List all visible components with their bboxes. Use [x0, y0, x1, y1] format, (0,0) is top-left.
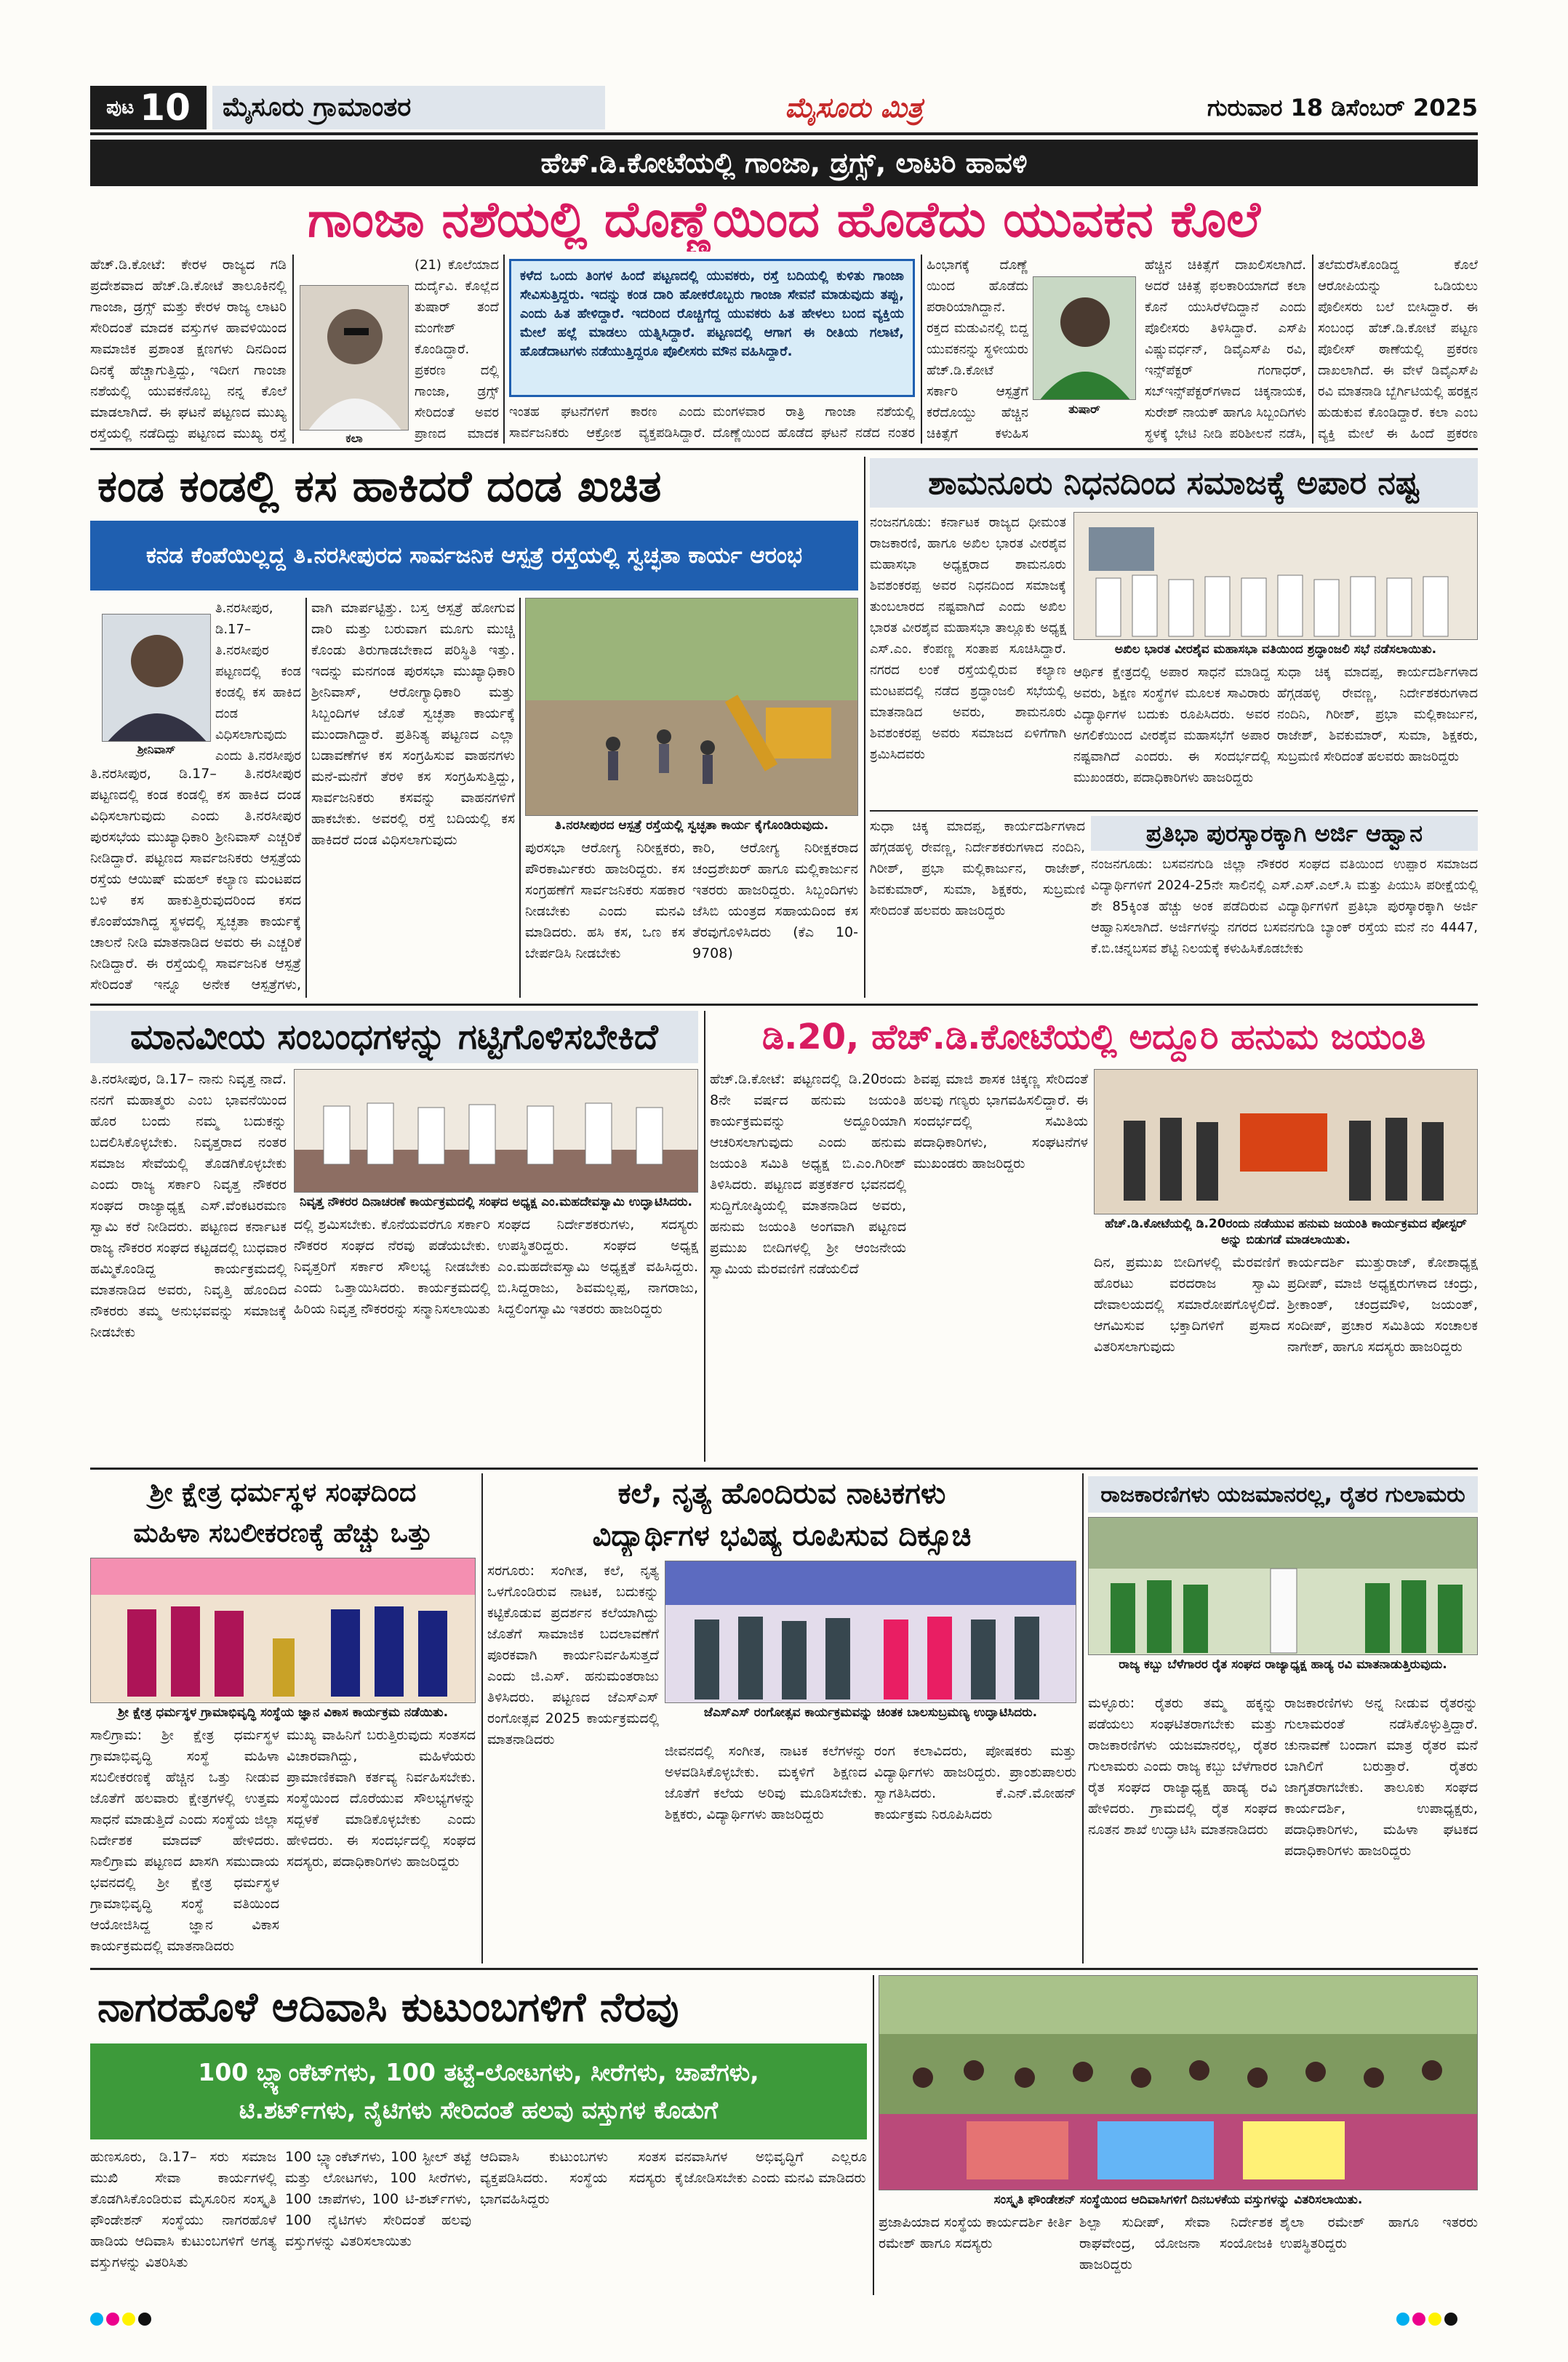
- story5-col3: ದಿನ, ಪ್ರಮುಖ ಬೀದಿಗಳಲ್ಲಿ ಮೆರವಣಿಗೆ ಹೊರಟು ವರದರಾಜ ಸ್ವಾಮಿ ದೇವಾಲಯದಲ್ಲಿ ಸಮಾರೋಪಗೊಳ್ಳಲಿದೆ. ಆಗಮಿಸುವ ಭಕ್ತಾದಿಗಳಿಗೆ ಪ್ರಸಾದ ವಿತರಿಸಲಾಗುವುದು: [1094, 1254, 1280, 1355]
- issue-date: ಗುರುವಾರ 18 ಡಿಸೆಂಬರ್ 2025: [1207, 94, 1478, 121]
- story6-headline-l1: ಶ್ರೀ ಕ್ಷೇತ್ರ ಧರ್ಮಸ್ಥಳ ಸಂಘದಿಂದ: [149, 1478, 417, 1508]
- story6-col1: ಸಾಲಿಗ್ರಾಮ: ಶ್ರೀ ಕ್ಷೇತ್ರ ಧರ್ಮಸ್ಥಳ ಗ್ರಾಮಾಭಿವೃದ್ಧಿ ಸಂಸ್ಥೆ ಮಹಿಳಾ ಸಬಲೀಕರಣಕ್ಕೆ ಹೆಚ್ಚಿನ ಒತ್ತು ನೀಡುವ ಜೊತೆಗೆ ಹಲವಾರು ಕ್ಷೇತ್ರಗಳಲ್ಲಿ ಉತ್ತಮ ಸಾಧನೆ ಮಾಡುತ್ತಿದೆ ಎಂದು ಸಂಸ್ಥೆಯ ಜಿಲ್ಲಾ ನಿರ್ದೇಶಕ ಮಾದವ್ ಹೇಳಿದರು. ಸಾಲಿಗ್ರಾಮ ಪಟ್ಟಣದ ಖಾಸಗಿ ಸಮುದಾಯ ಭವನದಲ್ಲಿ ಶ್ರೀ ಕ್ಷೇತ್ರ ಧರ್ಮಸ್ಥಳ ಗ್ರಾಮಾಭಿವೃದ್ಧಿ ಸಂಸ್ಥೆ ವತಿಯಿಂದ ಆಯೋಜಿಸಿದ್ದ ಜ್ಞಾನ ವಿಕಾಸ ಕಾರ್ಯಕ್ರಮದಲ್ಲಿ ಮಾತನಾಡಿದರು: [90, 1727, 279, 1954]
- page-label: ಪುಟ: [106, 96, 135, 119]
- story4-col1: ತಿ.ನರಸೀಪುರ, ಡಿ.17– ನಾನು ನಿವೃತ್ತ ನಾದೆ. ನನಗೆ ಮಹಾತ್ಮರು ಎಂಬ ಭಾವನೆಯಿಂದ ಹೊರ ಬಂದು ನಮ್ಮ ಬದುಕನ್ನು ಬದಲಿಸಿಕೊಳ್ಳಬೇಕು. ನಿವೃತ್ತರಾದ ನಂತರ ಸಮಾಜ ಸೇವೆಯಲ್ಲಿ ತೊಡಗಿಕೊಳ್ಳಬೇಕು ಎಂದು ರಾಜ್ಯ ಸರ್ಕಾರಿ ನಿವೃತ್ತ ನೌಕರರ ಸಂಘದ ರಾಜ್ಯಾಧ್ಯಕ್ಷ ಎಸ್.ವೆಂಕಟರಮಣ ಸ್ವಾಮಿ ಕರೆ ನೀಡಿದರು. ಪಟ್ಟಣದ ಕರ್ನಾಟಕ ರಾಜ್ಯ ನೌಕರರ ಸಂಘದ ಕಟ್ಟಡದಲ್ಲಿ ಬುಧವಾರ ಹಮ್ಮಿಕೊಂಡಿದ್ದ ಕಾರ್ಯಕ್ರಮದಲ್ಲಿ ಮಾತನಾಡಿದ ಅವರು, ನಿವೃತ್ತಿ ಹೊಂದಿದ ನೌಕರರು ತಮ್ಮ ಅನುಭವವನ್ನು ಸಮಾಜಕ್ಕೆ ನೀಡಬೇಕು: [90, 1071, 287, 1340]
- story9-col1: ಹುಣಸೂರು, ಡಿ.17– ಸರು ಸಮಾಜ ಮುಖಿ ಸೇವಾ ಕಾರ್ಯಗಳಲ್ಲಿ ತೊಡಗಿಸಿಕೊಂಡಿರುವ ಮೈಸೂರಿನ ಸಂಸ್ಕೃತಿ ಫೌಂಡೇಶನ್ ಸಂಸ್ಥೆಯು ನಾಗರಹೊಳೆ ಹಾಡಿಯ ಆದಿವಾಸಿ ಕುಟುಂಬಗಳಿಗೆ ಅಗತ್ಯ ವಸ್ತುಗಳನ್ನು ವಿತರಿಸಿತು: [90, 2149, 276, 2270]
- story4-col2: ದಲ್ಲಿ ಶ್ರಮಿಸಬೇಕು. ಕೊನೆಯವರೆಗೂ ಸರ್ಕಾರಿ ನೌಕರರ ಸಂಘದ ನೆರವು ಪಡೆಯಬೇಕು. ನಿವೃತ್ತರಿಗೆ ಸರ್ಕಾರ ಸೌಲಭ್ಯ ನೀಡಬೇಕು ಎಂದು ಒತ್ತಾಯಿಸಿದರು. ಕಾರ್ಯಕ್ರಮದಲ್ಲಿ ಹಿರಿಯ ನಿವೃತ್ತ ನೌಕರರನ್ನು ಸನ್ಮಾನಿಸಲಾಯಿತು: [294, 1217, 490, 1317]
- story3-headline: ಶಾಮನೂರು ನಿಧನದಿಂದ ಸಮಾಜಕ್ಕೆ ಅಪಾರ ನಷ್ಟ: [870, 458, 1478, 508]
- magenta-dot-icon: [1412, 2313, 1425, 2326]
- story2-person-name: ಶ್ರೀನಿವಾಸ್: [137, 742, 176, 756]
- story2-col2: ವಾಗಿ ಮಾರ್ಪಟ್ಟಿತ್ತು. ಬಸ್ತ ಆಸ್ಪತ್ರೆ ಹೋಗುವ ದಾರಿ ಮತ್ತು ಬರುವಾಗ ಮೂಗು ಮುಚ್ಚಿ ಕೊಂಡು ತಿರುಗಾಡಬೇಕಾದ ಪರಿಸ್ಥಿತಿ ಇತ್ತು. ಇದನ್ನು ಮನಗಂಡ ಪುರಸಭಾ ಮುಖ್ಯಾಧಿಕಾರಿ ಶ್ರೀನಿವಾಸ್, ಆರೋಗ್ಯಾಧಿಕಾರಿ ಮತ್ತು ಸಿಬ್ಬಂದಿಗಳ ಜೊತೆ ಸ್ವಚ್ಛತಾ ಕಾರ್ಯಕ್ಕೆ ಮುಂದಾಗಿದ್ದಾರೆ. ಪ್ರತಿನಿತ್ಯ ಪಟ್ಟಣದ ಎಲ್ಲಾ ಬಡಾವಣೆಗಳ ಕಸ ಸಂಗ್ರಹಿಸುವ ವಾಹನಗಳು ಮನೆ-ಮನೆಗೆ ತೆರಳಿ ಕಸ ಸಂಗ್ರಹಿಸುತ್ತಿದ್ದು, ಸಾರ್ವಜನಿಕರು ಕಸವನ್ನು ವಾಹನಗಳಿಗೆ ಹಾಕಬೇಕು. ಅವರಲ್ಲಿ ರಸ್ತೆ ಬದಿಯಲ್ಲಿ ಕಸ ಹಾಕಿದರೆ ದಂಡ ವಿಧಿಸಲಾಗುವುದು: [311, 600, 515, 848]
- story1-info-box: [509, 259, 915, 397]
- story1-col7: ತಲೆಮರೆಸಿಕೊಂಡಿದ್ದ ಕೊಲೆ ಆರೋಪಿಯನ್ನು ಒಡಿಯಲು ಪೊಲೀಸರು ಬಲೆ ಬೀಸಿದ್ದಾರೆ. ಈ ಸಂಬಂಧ ಹೆಚ್.ಡಿ.ಕೋಟೆ ಪಟ್ಟಣ ಪೊಲೀಸ್ ಠಾಣೆಯಲ್ಲಿ ಪ್ರಕರಣ ದಾಖಲಾಗಿದೆ. ಈ ವೇಳೆ ಡಿವೈಎಸ್‌ಪಿ ರವಿ ಮಾತನಾಡಿ ಬ್ಬೆರ್ಗಿಟಿಯಲ್ಲಿ ಹರಕ್ಷನ ಹುಡುಕುವ ಕೊಂಡಿದ್ದಾರೆ. ಕಲಾ ಎಂಬ ವ್ಯಕ್ತಿ ಮೇಲೆ ಈ ಹಿಂದೆ ಪ್ರಕರಣ: [1318, 257, 1478, 441]
- story1-kicker: ಹೆಚ್.ಡಿ.ಕೋಟೆಯಲ್ಲಿ ಗಾಂಜಾ, ಡ್ರಗ್ಸ್, ಲಾಟರಿ ಹಾವಳಿ: [90, 140, 1478, 186]
- divider: [519, 598, 521, 998]
- story7-headline-l2: ವಿದ್ಯಾರ್ಥಿಗಳ ಭವಿಷ್ಯ ರೂಪಿಸುವ ದಿಕ್ಸೂಚಿ: [592, 1519, 972, 1553]
- story1-col2: (21) ಕೊಲೆಯಾದ ದುರ್ದೈವಿ. ಕೊಲ್ಲೆದ ತುಷಾರ್ ತಂದೆ ಮಂಗೇಶ್ ಕೊಂಡಿದ್ದಾರೆ. ಪ್ರಕರಣ ದಲ್ಲಿ ಗಾಂಜಾ, ಡ್ರಗ್ಸ್ ಸೇರಿದಂತೆ ಅವರ ಪ್ರಾಣದ ಮಾದಕ: [415, 257, 499, 441]
- story2-col1-top: ತಿ.ನರಸೀಪುರ, ಡಿ.17– ತಿ.ನರಸೀಪುರ ಪಟ್ಟಣದಲ್ಲಿ ಕಂಡ ಕಂಡಲ್ಲಿ ಕಸ ಹಾಕಿದ ದಂಡ ವಿಧಿಸಲಾಗುವುದು ಎಂದು ತಿ.ನರಸೀಪುರ: [215, 601, 301, 764]
- story5-col1: ಹೆಚ್.ಡಿ.ಕೋಟೆ: ಪಟ್ಟಣದಲ್ಲಿ ಡಿ.20ರಂದು 8ನೇ ವರ್ಷದ ಹನುಮ ಜಯಂತಿ ಕಾರ್ಯಕ್ರಮವನ್ನು ಅದ್ದೂರಿಯಾಗಿ ಆಚರಿಸಲಾಗುವುದು ಎಂದು ಹನುಮ ಜಯಂತಿ ಸಮಿತಿ ಅಧ್ಯಕ್ಷ ಬಿ.ಎಂ.ಗಿರೀಶ್ ತಿಳಿಸಿದರು. ಪಟ್ಟಣದ ಪತ್ರಕರ್ತರ ಭವನದಲ್ಲಿ ಸುದ್ದಿಗೋಷ್ಠಿಯಲ್ಲಿ ಮಾತನಾಡಿದ ಅವರು, ಹನುಮ ಜಯಂತಿ ಅಂಗವಾಗಿ ಪಟ್ಟಣದ ಪ್ರಮುಖ ಬೀದಿಗಳಲ್ಲಿ ಶ್ರೀ ಆಂಜನೇಯ ಸ್ವಾಮಿಯ ಮೆರವಣಿಗೆ ನಡೆಯಲಿದೆ: [710, 1071, 906, 1277]
- masthead: [90, 86, 1478, 131]
- story2-col1: ತಿ.ನರಸೀಪುರ, ಡಿ.17– ತಿ.ನರಸೀಪುರ ಪಟ್ಟಣದಲ್ಲಿ ಕಂಡ ಕಂಡಲ್ಲಿ ಕಸ ಹಾಕಿದ ದಂಡ ವಿಧಿಸಲಾಗುವುದು ಎಂದು ತಿ.ನರಸೀಪುರ ಪುರಸಭೆಯ ಮುಖ್ಯಾಧಿಕಾರಿ ಶ್ರೀನಿವಾಸ್ ಎಚ್ಚರಿಕೆ ನೀಡಿದ್ದಾರೆ. ಪಟ್ಟಣದ ಸಾರ್ವಜನಿಕರು ಆಸ್ಪತ್ರೆಯ ರಸ್ತೆಯ ಆಯಿಷ್ ಮಹಲ್ ಕಲ್ಯಾಣ ಮಂಟಪದ ಬಳಿ ಕಸ ಹಾಕುತ್ತಿರುವುದರಿಂದ ಕಸದ ಕೊಂಪೆಯಾಗಿದ್ದ ಸ್ಥಳದಲ್ಲಿ ಸ್ವಚ್ಛತಾ ಕಾರ್ಯಕ್ಕೆ ಚಾಲನೆ ನೀಡಿ ಮಾತನಾಡಿದ ಅವರು ಈ ಎಚ್ಚರಿಕೆ ನೀಡಿದ್ದಾರೆ. ಈ ರಸ್ತೆಯಲ್ಲಿ ಸಾರ್ವಜನಿಕ ಆಸ್ಪತ್ರೆ ಸೇರಿದಂತೆ ಇನ್ನೂ ಅನೇಕ ಆಸ್ಪತ್ರೆಗಳು,: [90, 766, 301, 993]
- story4-photo-caption: ನಿವೃತ್ತ ನೌಕರರ ದಿನಾಚರಣೆ ಕಾರ್ಯಕ್ರಮದಲ್ಲಿ ಸಂಘದ ಅಧ್ಯಕ್ಷ ಎಂ.ಮಹದೇವಸ್ವಾಮಿ ಉದ್ಘಾಟಿಸಿದರು.: [299, 1195, 692, 1209]
- story7-col2: ಜೀವನದಲ್ಲಿ ಸಂಗೀತ, ನಾಟಕ ಕಲೆಗಳನ್ನು ಅಳವಡಿಸಿಕೊಳ್ಳಬೇಕು. ಮಕ್ಕಳಿಗೆ ಶಿಕ್ಷಣದ ಜೊತೆಗೆ ಕಲೆಯ ಅರಿವು ಮೂಡಿಸಬೇಕು. ಶಿಕ್ಷಕರು, ವಿದ್ಯಾರ್ಥಿಗಳು ಹಾಜರಿದ್ದರು: [665, 1743, 867, 1822]
- story3-col1: ನಂಜನಗೂಡು: ಕರ್ನಾಟಕ ರಾಜ್ಯದ ಧೀಮಂತ ರಾಜಕಾರಣಿ, ಹಾಗೂ ಅಖಿಲ ಭಾರತ ವೀರಶೈವ ಮಹಾಸಭಾ ಅಧ್ಯಕ್ಷರಾದ ಶಾಮನೂರು ಶಿವಶಂಕರಪ್ಪ ಅವರ ನಿಧನದಿಂದ ಸಮಾಜಕ್ಕೆ ತುಂಬಲಾರದ ನಷ್ಟವಾಗಿದೆ ಎಂದು ಅಖಿಲ ಭಾರತ ವೀರಶೈವ ಮಹಾಸಭಾ ತಾಲ್ಲೂಕು ಅಧ್ಯಕ್ಷ ಎಸ್.ಎಂ. ಕೆಂಪಣ್ಣ ಸಂತಾಪ ಸೂಚಿಸಿದ್ದಾರೆ. ನಗರದ ಲಂಕೆ ರಸ್ತೆಯಲ್ಲಿರುವ ಕಲ್ಯಾಣ ಮಂಟಪದಲ್ಲಿ ನಡೆದ ಶ್ರದ್ಧಾಂಜಲಿ ಸಭೆಯಲ್ಲಿ ಮಾತನಾಡಿದ ಅವರು, ಶಾಮನೂರು ಶಿವಶಂಕರಪ್ಪ ಅವರು ಸಮಾಜದ ಏಳಿಗೆಗಾಗಿ ಶ್ರಮಿಸಿದವರು: [870, 515, 1066, 762]
- yellow-dot-icon: [122, 2313, 135, 2326]
- divider: [873, 1975, 874, 2295]
- story9-photo-caption: ಸಂಸ್ಕೃತಿ ಫೌಂಡೇಶನ್ ಸಂಸ್ಥೆಯಿಂದ ಆದಿವಾಸಿಗಳಿಗೆ ದಿನಬಳಕೆಯ ವಸ್ತುಗಳನ್ನು ವಿತರಿಸಲಾಯಿತು.: [993, 2193, 1363, 2207]
- story2-photo-caption: ತಿ.ನರಸೀಪುರದ ಆಸ್ಪತ್ರೆ ರಸ್ತೆಯಲ್ಲಿ ಸ್ವಚ್ಛತಾ ಕಾರ್ಯ ಕೈಗೊಂಡಿರುವುದು.: [554, 818, 829, 833]
- story9-photo: [879, 1975, 1478, 2190]
- divider: [921, 255, 922, 444]
- story9-col4: ವನವಾಸಿಗಳ ಅಭಿವೃದ್ಧಿಗೆ ಎಲ್ಲರೂ ಕೈಜೋಡಿಸಬೇಕು ಎಂದು ಮನವಿ ಮಾಡಿದರು: [675, 2149, 867, 2186]
- story2-col4: ಕಾರಿ, ಆರೋಗ್ಯ ನಿರೀಕ್ಷಕರಾದ ಚಂದ್ರಶೇಖರ್ ಹಾಗೂ ಮಲ್ಲಿಕಾರ್ಜುನ ಇತರರು ಹಾಜರಿದ್ದರು. ಸಿಬ್ಬಂದಿಗಳು ಜೆಸಿಬಿ ಯಂತ್ರದ ಸಹಾಯದಿಂದ ಕಸ ತೆರವುಗೊಳಿಸಿದರು (ಕೆಎ 10-9708): [692, 840, 858, 961]
- story6-col2: ಮುಖ್ಯ ವಾಹಿನಿಗೆ ಬರುತ್ತಿರುವುದು ಸಂತಸದ ವಿಚಾರವಾಗಿದ್ದು, ಮಹಿಳೆಯರು ಪ್ರಾಮಾಣಿಕವಾಗಿ ಕರ್ತವ್ಯ ನಿರ್ವಹಿಸಬೇಕು. ಸಂಸ್ಥೆಯಿಂದ ದೊರೆಯುವ ಸೌಲಭ್ಯಗಳನ್ನು ಸದ್ಬಳಕೆ ಮಾಡಿಕೊಳ್ಳಬೇಕು ಎಂದು ಹೇಳಿದರು. ಈ ಸಂದರ್ಭದಲ್ಲಿ ಸಂಘದ ಸದಸ್ಯರು, ಪದಾಧಿಕಾರಿಗಳು ಹಾಜರಿದ್ದರು: [287, 1727, 476, 1870]
- story9-col5: ಪ್ರಜಾಪಿಯಾದ ಸಂಸ್ಥೆಯ ಕಾರ್ಯದರ್ಶಿ ಕೀರ್ತಿ ರಮೇಶ್ ಹಾಗೂ ಸದಸ್ಯರು: [879, 2214, 1072, 2251]
- print-registration-marks-right: [1396, 2313, 1478, 2330]
- person-photo-kala: [300, 285, 409, 431]
- person2-name: ತುಷಾರ್: [1068, 402, 1100, 416]
- story1-col6: ಹೆಚ್ಚಿನ ಚಿಕಿತ್ಸೆಗೆ ದಾಖಲಿಸಲಾಗಿದೆ. ಅದರೆ ಚಿಕಿತ್ಸೆ ಫಲಕಾರಿಯಾಗದೆ ಕಲಾ ಕೊನೆ ಯುಸಿರೆಳೆದಿದ್ದಾನೆ ಎಂದು ಪೊಲೀಸರು ತಿಳಿಸಿದ್ದಾರೆ. ಎಸ್‌ಪಿ ವಿಷ್ಣುವರ್ಧನ್, ಡಿವೈಎಸ್‌ಪಿ ರವಿ, ಇನ್ಸ್‌ಪೆಕ್ಟರ್ ಗಂಗಾಧರ್, ಸಬ್‌ಇನ್ಸ್‌ಪೆಕ್ಟರ್‌ಗಳಾದ ಚಿಕ್ಕನಾಯಕ, ಸುರೇಶ್ ನಾಯಕ್ ಹಾಗೂ ಸಿಬ್ಬಂದಿಗಳು ಸ್ಥಳಕ್ಕೆ ಭೇಟಿ ನೀಡಿ ಪರಿಶೀಲನೆ ನಡೆಸಿ,: [1145, 257, 1306, 441]
- section-rule: [90, 1004, 1478, 1006]
- theatre-festival-illustration: [665, 1561, 1076, 1703]
- section-rule: [90, 1468, 1478, 1470]
- divider: [864, 457, 865, 998]
- story3-photo: [1073, 512, 1478, 640]
- story3-box-body: ನಂಜನಗೂಡು: ಬಸವನಗುಡಿ ಜಿಲ್ಲಾ ನೌಕರರ ಸಂಘದ ವತಿಯಿಂದ ಉಪ್ಪಾರ ಸಮಾಜದ ವಿದ್ಯಾರ್ಥಿಗಳಿಗೆ 2024-25ನೇ ಸಾಲಿನಲ್ಲಿ ಎಸ್.ಎಸ್.ಎಲ್.ಸಿ ಮತ್ತು ಪಿಯುಸಿ ಪರೀಕ್ಷೆಯಲ್ಲಿ ಶೇ 85ಕ್ಕಿಂತ ಹೆಚ್ಚು ಅಂಕ ಪಡೆದಿರುವ ವಿದ್ಯಾರ್ಥಿಗಳಿಗೆ ಪ್ರತಿಭಾ ಪುರಸ್ಕಾರಕ್ಕಾಗಿ ಅರ್ಜಿ ಆಹ್ವಾನಿಸಲಾಗಿದೆ. ಅರ್ಜಿಗಳನ್ನು ನಗರದ ಬಸವನಗುಡಿ ಬ್ಯಾಂಕ್ ರಸ್ತೆಯ ಮನೆ ನಂ 4447, ಕೆ.ಬಿ.ಚನ್ನಬಸವ ಶೆಟ್ಟಿ ನಿಲಯಕ್ಕೆ ಕಳುಹಿಸಿಕೊಡಬೇಕು: [1091, 857, 1478, 956]
- story2-subhead: ಕನಡ ಕೆಂಪೆಯಿಲ್ಲದ್ದ ತಿ.ನರಸೀಪುರದ ಸಾರ್ವಜನಿಕ ಆಸ್ಪತ್ರೆ ರಸ್ತೆಯಲ್ಲಿ ಸ್ವಚ್ಛತಾ ಕಾರ್ಯ ಆರಂಭ: [145, 543, 802, 569]
- story7-headline-l1: ಕಲೆ, ನೃತ್ಯ ಹೊಂದಿರುವ ನಾಟಕಗಳು: [617, 1477, 946, 1510]
- story2-subhead-box: [90, 521, 858, 590]
- page-number-badge: [90, 86, 207, 129]
- divider: [1082, 1473, 1084, 1963]
- story5-photo: [1094, 1069, 1478, 1214]
- divider: [305, 598, 307, 998]
- farmers-meeting-illustration: [1089, 1518, 1478, 1655]
- story6-photo-caption: ಶ್ರೀ ಕ್ಷೇತ್ರ ಧರ್ಮಸ್ಥಳ ಗ್ರಾಮಾಭಿವೃದ್ಧಿ ಸಂಸ್ಥೆಯ ಜ್ಞಾನ ವಿಕಾಸ ಕಾರ್ಯಕ್ರಮ ನಡೆಯಿತು.: [117, 1705, 449, 1720]
- divider: [292, 255, 294, 444]
- story2-col3: ಪುರಸಭಾ ಆರೋಗ್ಯ ನಿರೀಕ್ಷಕರು, ಪೌರಕಾರ್ಮಿಕರು ಹಾಜರಿದ್ದರು. ಕಸ ಸಂಗ್ರಹಣೆಗೆ ಸಾರ್ವಜನಿಕರು ಸಹಕಾರ ನೀಡಬೇಕು ಎಂದು ಮನವಿ ಮಾಡಿದರು. ಹಸಿ ಕಸ, ಒಣ ಕಸ ಬೇರ್ಪಡಿಸಿ ನೀಡಬೇಕು: [525, 840, 685, 961]
- person-silhouette-icon: [103, 614, 211, 742]
- story1-col1: ಹೆಚ್.ಡಿ.ಕೋಟೆ: ಕೇರಳ ರಾಜ್ಯದ ಗಡಿ ಪ್ರದೇಶವಾದ ಹೆಚ್.ಡಿ.ಕೋಟೆ ತಾಲೂಕಿನಲ್ಲಿ ಗಾಂಜಾ, ಡ್ರಗ್ಸ್ ಮತ್ತು ಕೇರಳ ರಾಜ್ಯ ಲಾಟರಿ ಸೇರಿದಂತೆ ಮಾದಕ ವಸ್ತುಗಳ ಹಾವಳಿಯಿಂದ ಸಾಮಾಜಿಕ ಪ್ರಶಾಂತ ಕ್ಷಣಗಳು ದಿನದಿಂದ ದಿನಕ್ಕೆ ಹೆಚ್ಚಾಗುತ್ತಿದ್ದು, ಇದೀಗ ಗಾಂಜಾ ನಶೆಯಲ್ಲಿ ಯುವಕನೊಬ್ಬ ನನ್ನ ಕೊಲೆ ಮಾಡಲಾಗಿದೆ. ಈ ಘಟನೆ ಪಟ್ಟಣದ ಮುಖ್ಯ ರಸ್ತೆಯಲ್ಲಿ ನಡೆದಿದ್ದು ಪಟ್ಟಣದ ಮುಖ್ಯ ರಸ್ತೆ: [90, 257, 287, 441]
- divider: [481, 1473, 483, 1963]
- story1-box-text: ಕಳೆದ ಒಂದು ತಿಂಗಳ ಹಿಂದೆ ಪಟ್ಟಣದಲ್ಲಿ ಯುವಕರು, ರಸ್ತೆ ಬದಿಯಲ್ಲಿ ಕುಳಿತು ಗಾಂಜಾ ಸೇವಿಸುತ್ತಿದ್ದರು. ಇದನ್ನು ಕಂಡ ದಾರಿ ಹೋಕರೊಬ್ಬರು ಗಾಂಜಾ ಸೇವನೆ ಮಾಡುವುದು ತಪ್ಪು, ಎಂದು ಹಿತ ಹೇಳಿದ್ದಾರೆ. ಇದರಿಂದ ರೊಚ್ಚಿಗೆದ್ದ ಯುವಕರು ಹಿತ ಹೇಳಲು ಬಂದ ವ್ಯಕ್ತಿಯ ಮೇಲೆ ಹಲ್ಲೆ ಮಾಡಲು ಯತ್ನಿಸಿದ್ದಾರೆ. ಪಟ್ಟಣದಲ್ಲಿ ಆಗಾಗ ಈ ರೀತಿಯ ಗಲಾಟೆ, ಹೊಡೆದಾಟಗಳು ನಡೆಯುತ್ತಿದ್ದರೂ ಪೊಲೀಸರು ಮೌನ ವಹಿಸಿದ್ದಾರೆ.: [520, 268, 904, 359]
- story3-photo-caption: ಅಖಿಲ ಭಾರತ ವೀರಶೈವ ಮಹಾಸಭಾ ವತಿಯಿಂದ ಶ್ರದ್ಧಾಂಜಲಿ ಸಭೆ ನಡೆಸಲಾಯಿತು.: [1114, 642, 1437, 657]
- divider: [503, 255, 505, 444]
- divider: [704, 1011, 705, 1462]
- story7-col1: ಸರಗೂರು: ಸಂಗೀತ, ಕಲೆ, ನೃತ್ಯ ಒಳಗೊಂಡಿರುವ ನಾಟಕ, ಬದುಕನ್ನು ಕಟ್ಟಿಕೊಡುವ ಪ್ರದರ್ಶನ ಕಲೆಯಾಗಿದ್ದು ಜೊತೆಗೆ ಸಾಮಾಜಿಕ ಬದಲಾವಣೆಗೆ ಪೂರಕವಾಗಿ ಕಾರ್ಯನಿರ್ವಹಿಸುತ್ತದೆ ಎಂದು ಜಿ.ಎಸ್. ಹನುಮಂತರಾಜು ತಿಳಿಸಿದರು. ಪಟ್ಟಣದ ಜೆಎಸ್‌ಎಸ್ ರಂಗೋತ್ಸವ 2025 ಕಾರ್ಯಕ್ರಮದಲ್ಲಿ ಮಾತನಾಡಿದರು: [487, 1563, 659, 1748]
- section-name: ಮೈಸೂರು ಗ್ರಾಮಾಂತರ: [212, 86, 605, 129]
- story7-photo: [665, 1561, 1076, 1703]
- story3-col3-extra: ಸುಧಾ ಚಿಕ್ಕ ಮಾದಪ್ಪ, ಕಾರ್ಯದರ್ಶಿಗಳಾದ ಹೆಗ್ಗಡಹಳ್ಳಿ ರೇವಣ್ಣ, ನಿರ್ದೇಶಕರುಗಳಾದ ನಂದಿನಿ, ಗಿರೀಶ್, ಪ್ರಭಾ ಮಲ್ಲಿಕಾರ್ಜುನ, ರಾಜೇಶ್, ಶಿವಕುಮಾರ್, ಸುಮಾ, ಶಿಕ್ಷಕರು, ಸುಬ್ರಮಣಿ ಸೇರಿದಂತೆ ಹಲವರು ಹಾಜರಿದ್ದರು: [870, 819, 1085, 918]
- story6-photo: [90, 1558, 476, 1703]
- story4-photo: [294, 1069, 698, 1193]
- story8-photo: [1088, 1517, 1478, 1655]
- story3-col3: ಸುಧಾ ಚಿಕ್ಕ ಮಾದಪ್ಪ, ಕಾರ್ಯದರ್ಶಿಗಳಾದ ಹೆಗ್ಗಡಹಳ್ಳಿ ರೇವಣ್ಣ, ನಿರ್ದೇಶಕರುಗಳಾದ ನಂದಿನಿ, ಗಿರೀಶ್, ಪ್ರಭಾ ಮಲ್ಲಿಕಾರ್ಜುನ, ರಾಜೇಶ್, ಶಿವಕುಮಾರ್, ಸುಮಾ, ಶಿಕ್ಷಕರು, ಸುಬ್ರಮಣಿ ಸೇರಿದಂತೆ ಹಲವರು ಹಾಜರಿದ್ದರು: [1277, 665, 1478, 764]
- section-rule: [90, 448, 1478, 450]
- story9-col2: 100 ಬ್ಲ್ಯಾಂಕೆಟ್‌ಗಳು, 100 ಸ್ಟೀಲ್ ತಟ್ಟೆ ಮತ್ತು ಲೋಟಗಳು, 100 ಸೀರೆಗಳು, 100 ಚಾಪೆಗಳು, 100 ಟಿ-ಶರ್ಟ್‌ಗಳು, 100 ನೈಟಿಗಳು ಸೇರಿದಂತೆ ಹಲವು ವಸ್ತುಗಳನ್ನು ವಿತರಿಸಲಾಯಿತು: [285, 2149, 471, 2249]
- person-silhouette-icon: [1033, 277, 1136, 400]
- donation-distribution-illustration: [879, 1976, 1478, 2190]
- story5-col2: ಶಿವಪ್ಪ ಮಾಜಿ ಶಾಸಕ ಚಿಕ್ಕಣ್ಣ ಸೇರಿದಂತೆ ಹಲವು ಗಣ್ಯರು ಭಾಗವಹಿಸಲಿದ್ದಾರೆ. ಈ ಸಂದರ್ಭದಲ್ಲಿ ಸಮಿತಿಯ ಪದಾಧಿಕಾರಿಗಳು, ಸಂಘಟನೆಗಳ ಮುಖಂಡರು ಹಾಜರಿದ್ದರು: [913, 1071, 1088, 1172]
- group-photo-illustration: [1074, 513, 1478, 640]
- lamp-lighting-illustration: [91, 1558, 476, 1703]
- story9-col6: ಶಿಲ್ಪಾ ಸುದೀಪ್, ಸೇವಾ ನಿರ್ದೇಶಕ ರಾಘವೇಂದ್ರ, ಯೋಜನಾ ಸಂಯೋಜಕಿ ಹಾಜರಿದ್ದರು: [1079, 2214, 1273, 2273]
- story3-col2: ಆರ್ಥಿಕ ಕ್ಷೇತ್ರದಲ್ಲಿ ಅಪಾರ ಸಾಧನೆ ಮಾಡಿದ್ದ ಅವರು, ಶಿಕ್ಷಣ ಸಂಸ್ಥೆಗಳ ಮೂಲಕ ಸಾವಿರಾರು ವಿದ್ಯಾರ್ಥಿಗಳ ಬದುಕು ರೂಪಿಸಿದರು. ಅವರ ಅಗಲಿಕೆಯಿಂದ ವೀರಶೈವ ಮಹಾಸಭೆಗೆ ಅಪಾರ ನಷ್ಟವಾಗಿದೆ ಎಂದರು. ಈ ಸಂದರ್ಭದಲ್ಲಿ ಮುಖಂಡರು, ಪದಾಧಿಕಾರಿಗಳು ಹಾಜರಿದ್ದರು: [1073, 665, 1270, 785]
- story5-photo-caption: ಹೆಚ್.ಡಿ.ಕೋಟೆಯಲ್ಲಿ ಡಿ.20ರಂದು ನಡೆಯುವ ಹನುಮ ಜಯಂತಿ ಕಾರ್ಯಕ್ರಮದ ಪೋಸ್ಟರ್ ಅನ್ನು ಬಿಡುಗಡೆ ಮಾಡಲಾಯಿತು.: [1105, 1217, 1467, 1247]
- magenta-dot-icon: [106, 2313, 119, 2326]
- person-photo-srinivas: [102, 614, 211, 742]
- story2-headline: ಕಂಡ ಕಂಡಲ್ಲಿ ಕಸ ಹಾಕಿದರೆ ದಂಡ ಖಚಿತ: [97, 461, 662, 512]
- story9-banner-line2: ಟಿ.ಶರ್ಟ್‌ಗಳು, ನೈಟಿಗಳು ಸೇರಿದಂತೆ ಹಲವು ವಸ್ತುಗಳ ಕೊಡುಗೆ: [239, 2096, 719, 2124]
- person1-name: ಕಲಾ: [345, 431, 363, 445]
- story9-headline: ನಾಗರಹೊಳೆ ಆದಿವಾಸಿ ಕುಟುಂಬಗಳಿಗೆ ನೆರವು: [97, 1984, 679, 2031]
- page-number: 10: [140, 87, 191, 129]
- paper-name: ಮೈಸೂರು ಮಿತ್ರ: [785, 91, 923, 124]
- story8-col1: ಮಳ್ಳೂರು: ರೈತರು ತಮ್ಮ ಹಕ್ಕನ್ನು ಪಡೆಯಲು ಸಂಘಟಿತರಾಗಬೇಕು ಮತ್ತು ರಾಜಕಾರಣಿಗಳು ಯಜಮಾನರಲ್ಲ, ರೈತರ ಗುಲಾಮರು ಎಂದು ರಾಜ್ಯ ಕಬ್ಬು ಬೆಳೆಗಾರರ ರೈತ ಸಂಘದ ರಾಜ್ಯಾಧ್ಯಕ್ಷ ಹಾಡ್ಯ ರವಿ ಹೇಳಿದರು. ಗ್ರಾಮದಲ್ಲಿ ರೈತ ಸಂಘದ ನೂತನ ಶಾಖೆ ಉದ್ಘಾಟಿಸಿ ಮಾತನಾಡಿದರು: [1088, 1695, 1277, 1838]
- story9-col7: ಶೈಲಾ ರಮೇಶ್ ಹಾಗೂ ಇತರರು ಉಪಸ್ಥಿತರಿದ್ದರು: [1280, 2214, 1478, 2251]
- masthead-rule: [90, 132, 1478, 135]
- person-silhouette-icon: [300, 286, 409, 431]
- yellow-dot-icon: [1428, 2313, 1441, 2326]
- story8-headline: ರಾಜಕಾರಣಿಗಳು ಯಜಮಾನರಲ್ಲ, ರೈತರ ಗುಲಾಮರು: [1088, 1476, 1478, 1513]
- story6-headline-l2: ಮಹಿಳಾ ಸಬಲೀಕರಣಕ್ಕೆ ಹೆಚ್ಚು ಒತ್ತು: [133, 1518, 433, 1548]
- divider: [870, 810, 1478, 812]
- story1-col5: ಹಿಂಭಾಗಕ್ಕೆ ದೊಣ್ಣೆ ಯಿಂದ ಹೊಡೆದು ಪರಾರಿಯಾಗಿದ್ದಾನೆ. ರಕ್ತದ ಮಡುವಿನಲ್ಲಿ ಬಿದ್ದ ಯುವಕನನ್ನು ಸ್ಥಳೀಯರು ಹೆಚ್.ಡಿ.ಕೋಟೆ ಸರ್ಕಾರಿ ಆಸ್ಪತ್ರೆಗೆ ಕರೆದೊಯ್ದು ಹೆಚ್ಚಿನ ಚಿಕಿತ್ಸೆಗೆ ಕಳುಹಿಸ: [927, 257, 1028, 441]
- cyan-dot-icon: [90, 2313, 103, 2326]
- cyan-dot-icon: [1396, 2313, 1409, 2326]
- poster-release-illustration: [1095, 1070, 1478, 1214]
- story7-col3: ರಂಗ ಕಲಾವಿದರು, ಪೋಷಕರು ಮತ್ತು ವಿದ್ಯಾರ್ಥಿಗಳು ಹಾಜರಿದ್ದರು. ಪ್ರಾಂಶುಪಾಲರು ಸ್ವಾಗತಿಸಿದರು. ಕೆ.ಎನ್.ಮೋಹನ್ ಕಾರ್ಯಕ್ರಮ ನಿರೂಪಿಸಿದರು: [874, 1743, 1076, 1822]
- section-rule: [90, 1968, 1478, 1970]
- person-photo-tushar: [1033, 276, 1136, 400]
- story5-headline: ಡಿ.20, ಹೆಚ್.ಡಿ.ಕೋಟೆಯಲ್ಲಿ ಅದ್ದೂರಿ ಹನುಮ ಜಯಂತಿ: [761, 1016, 1426, 1057]
- story9-col3: ಆದಿವಾಸಿ ಕುಟುಂಬಗಳು ಸಂತಸ ವ್ಯಕ್ತಪಡಿಸಿದರು. ಸಂಸ್ಥೆಯ ಸದಸ್ಯರು ಭಾಗವಹಿಸಿದ್ದರು: [480, 2149, 666, 2207]
- story9-banner-line1: 100 ಬ್ಲ್ಯಾಂಕೆಟ್‌ಗಳು, 100 ತಟ್ಟೆ-ಲೋಟಗಳು, ಸೀರೆಗಳು, ಚಾಪೆಗಳು,: [198, 2058, 759, 2086]
- stage-event-illustration: [295, 1070, 698, 1193]
- story3-box-title: ಪ್ರತಿಭಾ ಪುರಸ್ಕಾರಕ್ಕಾಗಿ ಅರ್ಜಿ ಆಹ್ವಾನ: [1091, 816, 1478, 851]
- story1-headline: ಗಾಂಜಾ ನಶೆಯಲ್ಲಿ ದೊಣ್ಣೆಯಿಂದ ಹೊಡೆದು ಯುವಕನ ಕೊಲೆ: [308, 191, 1260, 249]
- story4-headline: ಮಾನವೀಯ ಸಂಬಂಧಗಳನ್ನು ಗಟ್ಟಿಗೊಳಿಸಬೇಕಿದೆ: [90, 1011, 698, 1063]
- story9-banner: [90, 2043, 867, 2139]
- story4-col3: ಸಂಘದ ನಿರ್ದೇಶಕರುಗಳು, ಸದಸ್ಯರು ಉಪಸ್ಥಿತರಿದ್ದರು. ಸಂಘದ ಅಧ್ಯಕ್ಷ ಎಂ.ಮಹದೇವಸ್ವಾಮಿ ಅಧ್ಯಕ್ಷತೆ ವಹಿಸಿದ್ದರು. ಬಿ.ಸಿದ್ದರಾಜು, ಶಿವಮಲ್ಲಪ್ಪ, ನಾಗರಾಜು, ಸಿದ್ದಲಿಂಗಸ್ವಾಮಿ ಇತರರು ಹಾಜರಿದ್ದರು: [497, 1217, 698, 1317]
- story2-photo: [525, 598, 858, 816]
- story5-col4: ಕಾರ್ಯದರ್ಶಿ ಮುತ್ತುರಾಜ್, ಕೋಶಾಧ್ಯಕ್ಷ ಪ್ರದೀಪ್, ಮಾಜಿ ಅಧ್ಯಕ್ಷರುಗಳಾದ ಚಂದ್ರು, ಶ್ರೀಕಾಂತ್, ಚಂದ್ರಮೌಳಿ, ಜಯಂತ್, ಸಂದೀಪ್, ಪ್ರಚಾರ ಸಮಿತಿಯ ಸಂಚಾಲಕ ನಾಗೇಶ್, ಹಾಗೂ ಸದಸ್ಯರು ಹಾಜರಿದ್ದರು: [1287, 1254, 1478, 1355]
- story8-photo-caption: ರಾಜ್ಯ ಕಬ್ಬು ಬೆಳೆಗಾರರ ರೈತ ಸಂಘದ ರಾಜ್ಯಾಧ್ಯಕ್ಷ ಹಾಡ್ಯ ರವಿ ಮಾತನಾಡುತ್ತಿರುವುದು.: [1119, 1657, 1447, 1672]
- story8-col2: ರಾಜಕಾರಣಿಗಳು ಅನ್ನ ನೀಡುವ ರೈತರನ್ನು ಗುಲಾಮರಂತೆ ನಡೆಸಿಕೊಳ್ಳುತ್ತಿದ್ದಾರೆ. ಚುನಾವಣೆ ಬಂದಾಗ ಮಾತ್ರ ರೈತರ ಮನೆ ಬಾಗಿಲಿಗೆ ಬರುತ್ತಾರೆ. ರೈತರು ಜಾಗೃತರಾಗಬೇಕು. ತಾಲೂಕು ಸಂಘದ ಕಾರ್ಯದರ್ಶಿ, ಉಪಾಧ್ಯಕ್ಷರು, ಪದಾಧಿಕಾರಿಗಳು, ಮಹಿಳಾ ಘಟಕದ ಪದಾಧಿಕಾರಿಗಳು ಹಾಜರಿದ್ದರು: [1284, 1695, 1478, 1859]
- black-dot-icon: [138, 2313, 151, 2326]
- divider: [1312, 255, 1313, 444]
- black-dot-icon: [1444, 2313, 1457, 2326]
- story1-col3: ಇಂತಹ ಘಟನೆಗಳಿಗೆ ಕಾರಣ ಎಂದು ಸಾರ್ವಜನಿಕರು ಆಕ್ರೋಶ ವ್ಯಕ್ತಪಡಿಸಿದ್ದಾರೆ.: [509, 404, 705, 441]
- print-registration-marks-left: [90, 2313, 192, 2330]
- road-cleaning-illustration: [526, 598, 858, 816]
- story7-photo-caption: ಜೆಎಸ್‌ಎಸ್ ರಂಗೋತ್ಸವ ಕಾರ್ಯಕ್ರಮವನ್ನು ಚಿಂತಕ ಬಾಲಸುಬ್ರಮಣ್ಯ ಉದ್ಘಾಟಿಸಿದರು.: [703, 1705, 1038, 1720]
- story1-col4: ಮಂಗಳವಾರ ರಾತ್ರಿ ಗಾಂಜಾ ನಶೆಯಲ್ಲಿ ದೊಣ್ಣೆಯಿಂದ ಹೊಡೆದ ಘಟನೆ ನಡೆದ ನಂತರ: [713, 404, 915, 441]
